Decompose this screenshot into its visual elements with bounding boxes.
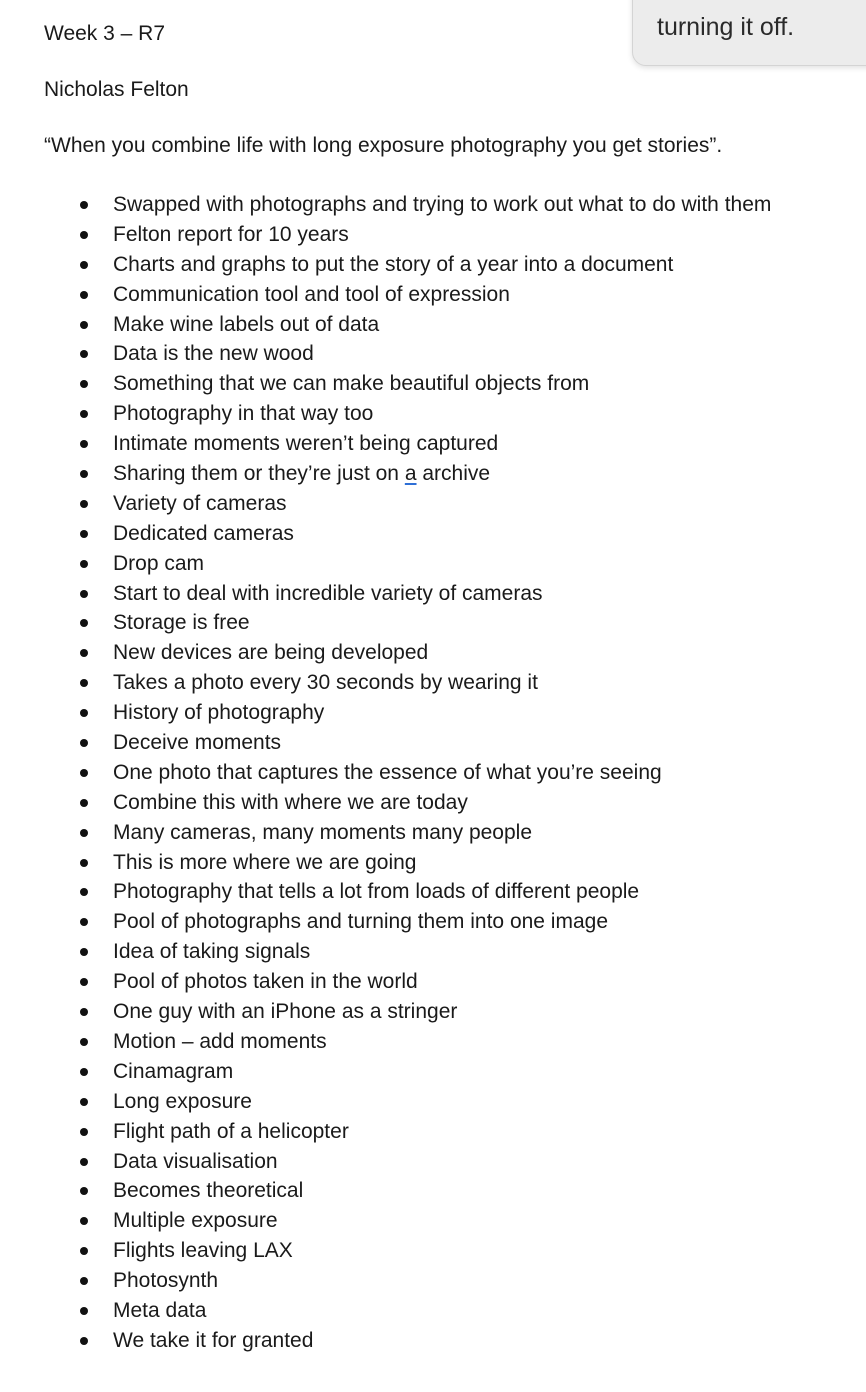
bullet-icon (80, 1277, 88, 1285)
list-item-text: Becomes theoretical (113, 1179, 304, 1203)
bullet-icon (80, 1187, 88, 1195)
bullet-icon (80, 440, 88, 448)
bullet-icon (80, 560, 88, 568)
bullet-icon (80, 739, 88, 747)
bullet-icon (80, 321, 88, 329)
list-item (44, 579, 771, 609)
bullet-icon (80, 829, 88, 837)
list-item (44, 399, 771, 429)
list-item-text: Many cameras, many moments many people (113, 820, 533, 844)
list-item (44, 1147, 771, 1177)
list-item (44, 489, 771, 519)
list-item (44, 369, 771, 399)
list-item-text: Flight path of a helicopter (113, 1119, 349, 1143)
list-item (44, 967, 771, 997)
list-item-text: Pool of photographs and turning them into one image (113, 910, 609, 934)
bullet-icon (80, 948, 88, 956)
list-item-text: Photosynth (113, 1269, 219, 1293)
list-item (44, 818, 771, 848)
list-item (44, 608, 771, 638)
bullet-icon (80, 619, 88, 627)
list-item (44, 250, 771, 280)
list-item (44, 1117, 771, 1147)
bullet-icon (80, 859, 88, 867)
list-item-text: Long exposure (113, 1089, 252, 1113)
list-item (44, 848, 771, 878)
bullet-icon (80, 261, 88, 269)
bullet-icon (80, 500, 88, 508)
list-item-text: Charts and graphs to put the story of a year into a document (113, 252, 674, 276)
list-item-text: Storage is free (113, 611, 250, 635)
bullet-icon (80, 470, 88, 478)
list-item (44, 1057, 771, 1087)
list-item (44, 907, 771, 937)
list-item (44, 728, 771, 758)
list-item-text: Start to deal with incredible variety of cameras (113, 581, 543, 605)
bullet-icon (80, 350, 88, 358)
bullet-icon (80, 380, 88, 388)
list-item (44, 310, 771, 340)
list-item (44, 788, 771, 818)
list-item-text-after: archive (416, 462, 491, 486)
bullet-icon (80, 799, 88, 807)
list-item (44, 1087, 771, 1117)
list-item-text: New devices are being developed (113, 641, 429, 665)
bullet-icon (80, 709, 88, 717)
list-item-text: Swapped with photographs and trying to work out what to do with them (113, 193, 772, 216)
list-item (44, 280, 771, 310)
bullet-list (44, 190, 771, 1356)
list-item-text: Meta data (113, 1298, 207, 1322)
list-item-text: Communication tool and tool of expression (113, 282, 510, 306)
list-item-text: Felton report for 10 years (113, 222, 349, 246)
list-item (44, 1266, 771, 1296)
list-item-text: One photo that captures the essence of what you’re seeing (113, 760, 662, 784)
list-item-text: History of photography (113, 701, 325, 725)
document-heading: Week 3 – R7 (44, 22, 166, 45)
list-item-text: Motion – add moments (113, 1029, 327, 1053)
list-item (44, 220, 771, 250)
list-item-text: Data is the new wood (113, 342, 314, 366)
bullet-icon (80, 1337, 88, 1345)
list-item (44, 190, 771, 220)
list-item-text: Intimate moments weren’t being captured (113, 432, 499, 456)
list-item (44, 1027, 771, 1057)
bullet-icon (80, 201, 88, 209)
list-item (44, 638, 771, 668)
list-item-text: Photography that tells a lot from loads of different people (113, 880, 640, 904)
list-item (44, 1206, 771, 1236)
bullet-icon (80, 1068, 88, 1076)
bullet-icon (80, 888, 88, 896)
bullet-icon (80, 530, 88, 538)
list-item (44, 997, 771, 1027)
bullet-icon (80, 649, 88, 657)
author-name: Nicholas Felton (44, 78, 189, 101)
bullet-icon (80, 679, 88, 687)
system-notification[interactable] (632, 0, 866, 66)
list-item (44, 698, 771, 728)
list-item (44, 877, 771, 907)
list-item (44, 758, 771, 788)
list-item (44, 1296, 771, 1326)
list-item-text: Cinamagram (113, 1059, 234, 1083)
list-item-text: Something that we can make beautiful objects from (113, 372, 590, 396)
list-item-text: Idea of taking signals (113, 940, 311, 964)
bullet-icon (80, 978, 88, 986)
list-item-text: Pool of photos taken in the world (113, 970, 418, 994)
list-item (44, 1326, 771, 1356)
list-item-text: This is more where we are going (113, 850, 417, 874)
list-item (44, 1236, 771, 1266)
list-item-text: Drop cam (113, 551, 205, 575)
bullet-icon (80, 1158, 88, 1166)
bullet-icon (80, 1307, 88, 1315)
list-item (44, 549, 771, 579)
bullet-icon (80, 1217, 88, 1225)
bullet-icon (80, 291, 88, 299)
list-item-text: Flights leaving LAX (113, 1239, 293, 1263)
list-item (44, 668, 771, 698)
bullet-icon (80, 1128, 88, 1136)
list-item-text: One guy with an iPhone as a stringer (113, 1000, 458, 1024)
bullet-icon (80, 1247, 88, 1255)
list-item (44, 459, 771, 489)
list-item (44, 339, 771, 369)
list-item-text: Takes a photo every 30 seconds by wearing it (113, 671, 538, 695)
list-item-text: We take it for granted (113, 1328, 314, 1352)
list-item-text-before: Sharing them or they’re just on (113, 462, 405, 486)
spellcheck-underlined-word[interactable]: a (404, 462, 417, 486)
list-item-text: Variety of cameras (113, 491, 287, 515)
list-item-text: Make wine labels out of data (113, 312, 380, 336)
list-item-text: Deceive moments (113, 731, 282, 755)
bullet-icon (80, 918, 88, 926)
bullet-icon (80, 231, 88, 239)
list-item (44, 519, 771, 549)
bullet-icon (80, 410, 88, 418)
quote-text: “When you combine life with long exposure photography you get stories”. (44, 134, 723, 157)
list-item-text: Combine this with where we are today (113, 790, 468, 814)
bullet-icon (80, 769, 88, 777)
notification-body: turning it off. (657, 13, 795, 41)
list-item-text: Photography in that way too (113, 402, 374, 426)
list-item (44, 1176, 771, 1206)
bullet-icon (80, 1098, 88, 1106)
bullet-icon (80, 590, 88, 598)
list-item-text: Multiple exposure (113, 1209, 278, 1233)
list-item (44, 429, 771, 459)
list-item-text: Dedicated cameras (113, 521, 294, 545)
list-item-text: Data visualisation (113, 1149, 278, 1173)
bullet-icon (80, 1038, 88, 1046)
list-item (44, 937, 771, 967)
bullet-icon (80, 1008, 88, 1016)
